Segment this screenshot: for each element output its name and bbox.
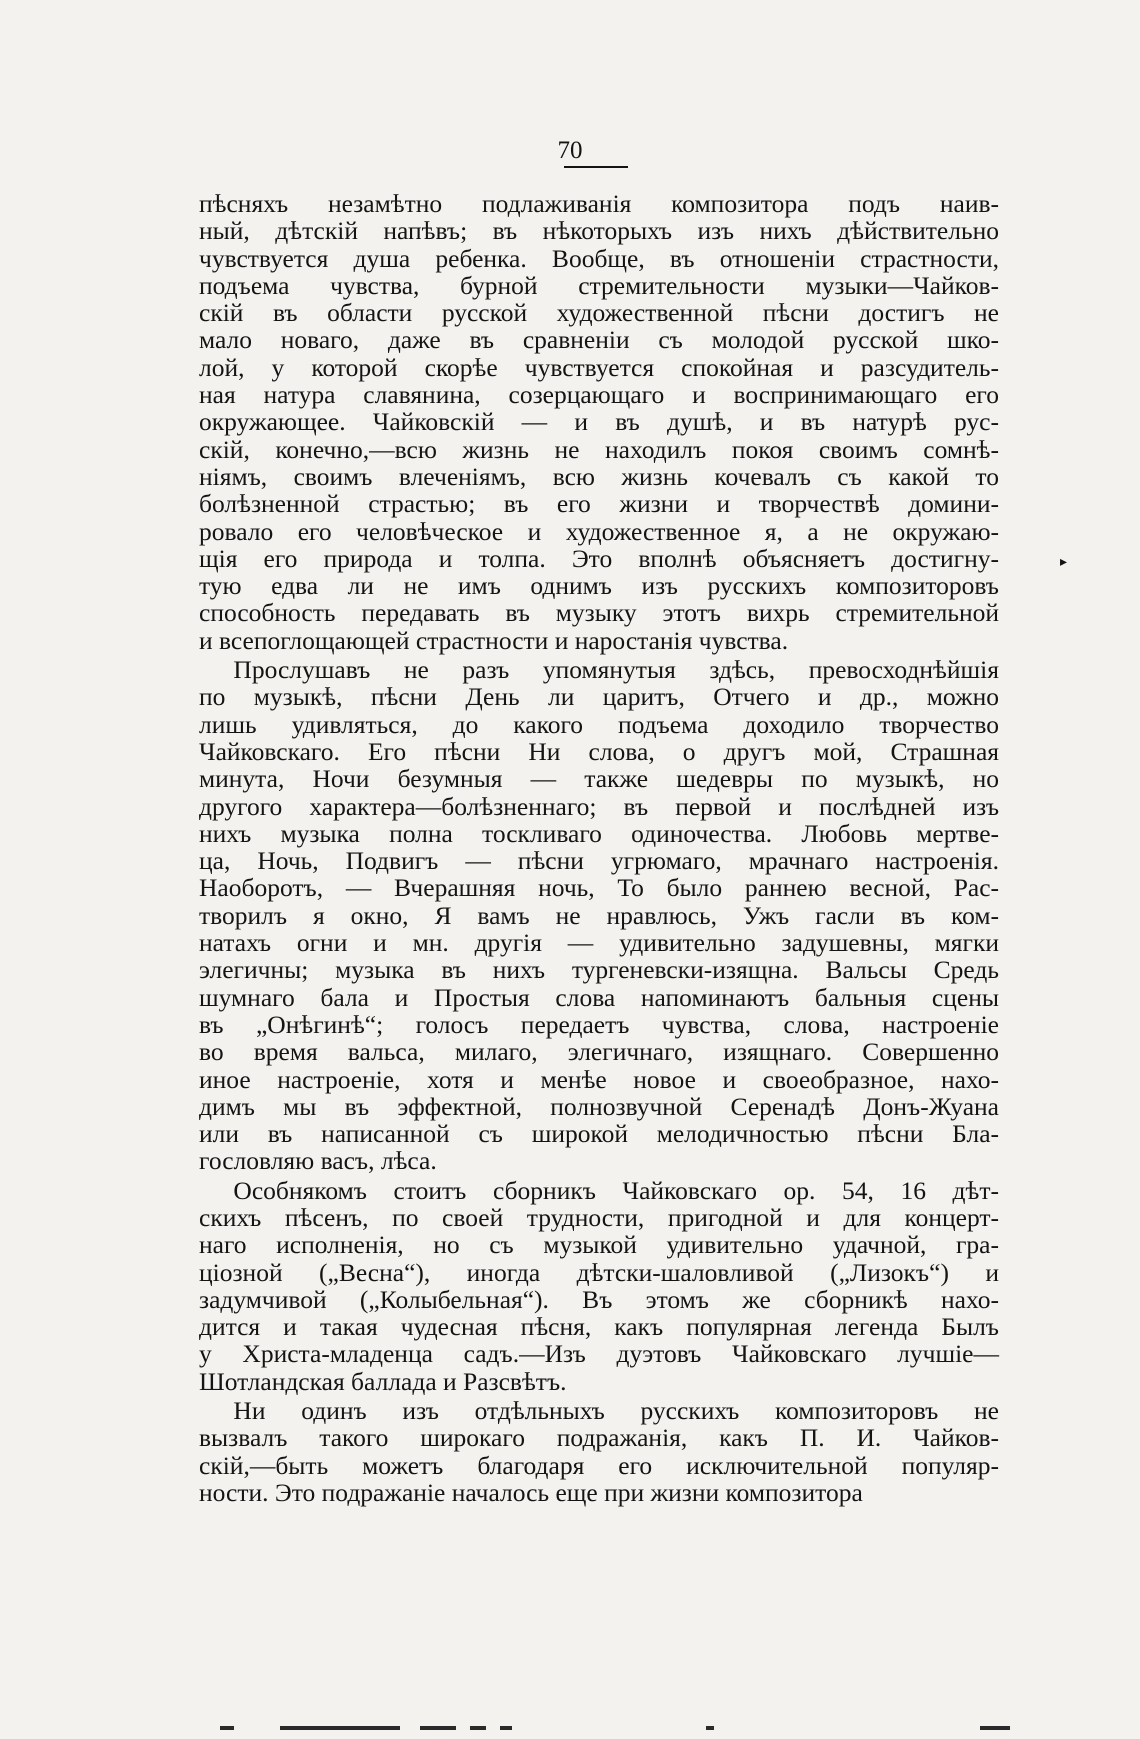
page-number-rule [564,166,628,168]
body-text [199,190,999,1506]
text-line: ца, Ночь, Подвигъ — пѣсни угрюмаго, мрачнаго настроенія. [199,846,999,876]
text-line: лишь удивляться, до какого подъема доходило творчество [199,709,999,739]
text-line: другого характера—болѣзненнаго; въ первой и послѣдней изъ [199,791,999,821]
text-line: минута, Ночи безумныя — также шедевры по музыкѣ, но [199,764,999,794]
paragraph [199,1177,999,1395]
text-line: наго исполненія, но съ музыкой удивительно удачной, гра- [199,1230,999,1260]
text-line: скій въ области русской художественной пѣсни достигъ не [199,298,999,328]
text-line: Ни одинъ изъ отдѣльныхъ русскихъ композиторовъ не [233,1396,999,1426]
text-line: чувствуется душа ребенка. Вообще, въ отношеніи страстности, [199,243,999,273]
marginal-mark: ▸ [1060,555,1068,570]
text-line: элегичны; музыка въ нихъ тургеневски-изящна. Вальсы Средь [199,955,999,985]
text-line: Прослушавъ не разъ упомянутыя здѣсь, превосходнѣйшія [233,655,999,685]
text-line: по музыкѣ, пѣсни День ли царитъ, Отчего и др., можно [199,682,999,712]
paragraph [199,656,999,1175]
text-line: Шотландская баллада и Разсвѣтъ. [199,1366,567,1396]
text-line: Наоборотъ, — Вчерашняя ночь, То было раннею весной, Рас- [199,873,999,903]
text-line: щія его природа и толпа. Это вполнѣ объясняетъ достигну- [199,543,999,573]
text-line: тую едва ли не имъ однимъ изъ русскихъ композиторовъ [199,571,999,601]
paragraph [199,1397,999,1506]
text-line: ный, дѣтскій напѣвъ; въ нѣкоторыхъ изъ нихъ дѣйствительно [199,216,999,246]
text-line: скій, конечно,—всю жизнь не находилъ покоя своимъ сомнѣ- [199,434,999,464]
text-line: шумнаго бала и Простыя слова напоминаютъ бальныя сцены [199,982,999,1012]
text-line: во время вальса, милаго, элегичнаго, изящнаго. Совершенно [199,1037,999,1067]
text-line: гословляю васъ, лѣса. [199,1146,437,1176]
text-line: въ „Онѣгинѣ“; голосъ передаетъ чувства, слова, настроеніе [199,1009,999,1039]
text-line: окружающее. Чайковскій — и въ душѣ, и въ натурѣ рус- [199,407,999,437]
text-line: вызвалъ такого широкаго подражанія, какъ П. И. Чайков- [199,1423,999,1453]
text-line: подъема чувства, бурной стремительности музыки—Чайков- [199,270,999,300]
text-line: пѣсняхъ незамѣтно подлаживанія композитора подъ наив- [199,189,999,218]
text-line: нихъ музыка полна тоскливаго одиночества. Любовь мертве- [199,818,999,848]
text-line: ная натура славянина, созерцающаго и воспринимающаго его [199,380,999,410]
text-line: скій,—быть можетъ благодаря его исключительной популяр- [199,1450,999,1480]
text-line: или въ написанной съ широкой мелодичностью пѣсни Бла- [199,1119,999,1149]
text-line: Чайковскаго. Его пѣсни Ни слова, о другъ мой, Страшная [199,736,999,766]
bottom-scan-artifact [220,1726,1040,1732]
text-line: у Христа-младенца садъ.—Изъ дуэтовъ Чайковскаго лучшіе— [199,1339,999,1369]
text-line: ніямъ, своимъ влеченіямъ, всю жизнь кочевалъ съ какой то [199,461,999,491]
paragraph [199,190,999,654]
text-line: иное настроеніе, хотя и менѣе новое и своеобразное, нахо- [199,1064,999,1094]
page-number: 70 [557,137,583,164]
text-line: лой, у которой скорѣе чувствуется спокойная и разсудитель- [199,352,999,382]
text-line: натахъ огни и мн. другія — удивительно задушевны, мягки [199,928,999,958]
text-line: димъ мы въ эффектной, полнозвучной Серенадѣ Донъ-Жуана [199,1091,999,1121]
text-line: способность передавать въ музыку этотъ вихрь стремительной [199,598,999,628]
text-line: ціозной („Весна“), иногда дѣтски-шаловливой („Лизокъ“) и [199,1257,999,1287]
text-line: задумчивой („Колыбельная“). Въ этомъ же сборникѣ нахо- [199,1284,999,1314]
text-line: и всепоглощающей страстности и наростанія чувства. [199,625,789,655]
text-line: ности. Это подражаніе началось еще при жизни композитора [199,1477,863,1507]
text-line: творилъ я окно, Я вамъ не нравлюсь, Ужъ гасли въ ком- [199,900,999,930]
text-line: мало новаго, даже въ сравненіи съ молодой русской шко- [199,325,999,355]
text-line: Особнякомъ стоитъ сборникъ Чайковскаго ор. 54, 16 дѣт- [233,1175,999,1205]
text-line: дится и такая чудесная пѣсня, какъ популярная легенда Былъ [199,1312,999,1342]
text-line: болѣзненной страстью; въ его жизни и творчествѣ домини- [199,489,999,519]
text-line: ровало его человѣческое и художественное я, а не окружаю- [199,516,999,546]
text-line: скихъ пѣсенъ, по своей трудности, пригодной и для концерт- [199,1202,999,1232]
